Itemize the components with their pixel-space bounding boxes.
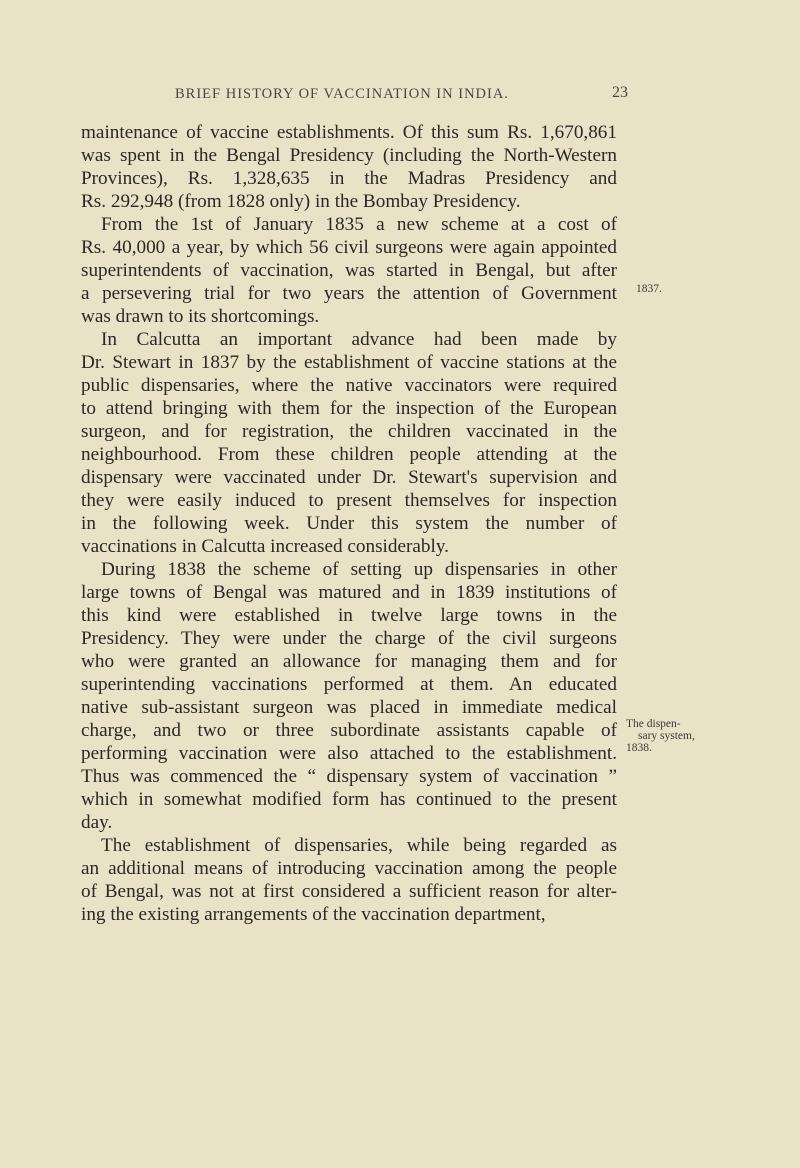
text-line: a persevering trial for two years the attention of Government — [81, 283, 617, 304]
text-line: day. — [81, 812, 113, 833]
text-line: public dispensaries, where the native vaccinators were required — [81, 375, 617, 396]
text-line: they were easily induced to present themselves for inspection — [81, 490, 617, 511]
text-line: During 1838 the scheme of setting up dispensaries in other — [101, 559, 617, 580]
text-line: superintending vaccinations performed at them. An educated — [81, 674, 617, 695]
text-line: in the following week. Under this system the number of — [81, 513, 617, 534]
text-line: native sub-assistant surgeon was placed in immediate medical — [81, 697, 617, 718]
body-text — [81, 121, 617, 926]
text-line: neighbourhood. From these children people attending at the — [81, 444, 617, 465]
page-number: 23 — [612, 84, 628, 101]
text-line: The establishment of dispensaries, while being regarded as — [101, 835, 617, 856]
text-line: who were granted an allowance for managing them and for — [81, 651, 617, 672]
margin-note-1837: 1837. — [636, 283, 662, 295]
text-line: superintendents of vaccination, was started in Bengal, but after — [81, 260, 617, 281]
text-line: Dr. Stewart in 1837 by the establishment of vaccine stations at the — [81, 352, 617, 373]
running-head-title: BRIEF HISTORY OF VACCINATION IN INDIA. — [175, 86, 509, 102]
text-line: vaccinations in Calcutta increased considerably. — [81, 536, 449, 557]
text-line: From the 1st of January 1835 a new scheme at a cost of — [101, 214, 617, 235]
running-head — [0, 86, 800, 108]
text-line: dispensary were vaccinated under Dr. Stewart's supervision and — [81, 467, 617, 488]
text-line: Rs. 292,948 (from 1828 only) in the Bombay Presidency. — [81, 191, 521, 212]
text-line: was drawn to its shortcomings. — [81, 306, 320, 327]
margin-note-dispensary-line-2: sary system, — [638, 730, 695, 742]
text-line: surgeon, and for registration, the children vaccinated in the — [81, 421, 617, 442]
text-line: of Bengal, was not at first considered a sufficient reason for alter- — [81, 881, 617, 902]
text-line: which in somewhat modified form has continued to the present — [81, 789, 617, 810]
text-line: Provinces), Rs. 1,328,635 in the Madras Presidency and — [81, 168, 617, 189]
text-line: Presidency. They were under the charge of the civil surgeons — [81, 628, 617, 649]
text-line: performing vaccination were also attached to the establishment. — [81, 743, 617, 764]
text-line: an additional means of introducing vaccination among the people — [81, 858, 617, 879]
text-line: this kind were established in twelve large towns in the — [81, 605, 617, 626]
text-line: ing the existing arrangements of the vaccination department, — [81, 904, 546, 925]
text-line: Thus was commenced the “ dispensary system of vaccination ” — [81, 766, 617, 787]
text-line: was spent in the Bengal Presidency (including the North-Western — [81, 145, 617, 166]
margin-note-dispensary-line-1: The dispen- — [626, 718, 681, 730]
text-line: In Calcutta an important advance had been made by — [101, 329, 617, 350]
margin-note-dispensary-line-3: 1838. — [626, 742, 652, 754]
text-line: to attend bringing with them for the inspection of the European — [81, 398, 617, 419]
text-line: charge, and two or three subordinate assistants capable of — [81, 720, 617, 741]
text-line: maintenance of vaccine establishments. Of this sum Rs. 1,670,861 — [81, 122, 617, 143]
text-line: Rs. 40,000 a year, by which 56 civil surgeons were again appointed — [81, 237, 617, 258]
text-line: large towns of Bengal was matured and in 1839 institutions of — [81, 582, 617, 603]
